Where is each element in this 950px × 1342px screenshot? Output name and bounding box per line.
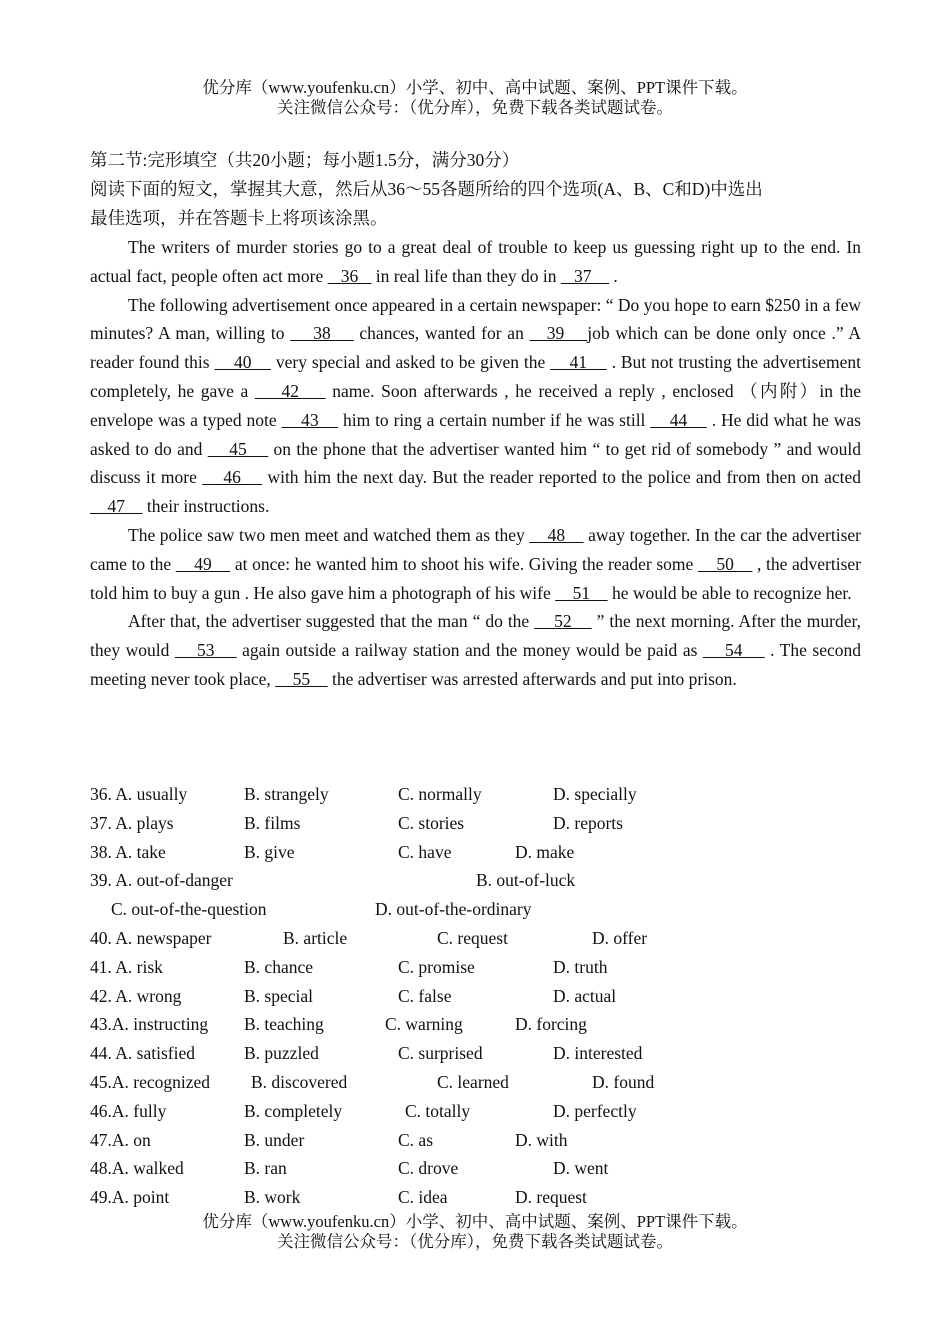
- passage-text: their instructions.: [142, 496, 270, 517]
- option-d: D. out-of-the-ordinary: [375, 899, 532, 920]
- option-row: [90, 924, 890, 953]
- option-b: B. under: [244, 1129, 305, 1150]
- option-row: [90, 838, 890, 867]
- option-d: D. actual: [553, 985, 617, 1006]
- option-c: C. stories: [398, 812, 465, 833]
- option-c: C. request: [437, 927, 508, 948]
- option-c: C. totally: [405, 1100, 471, 1121]
- answer-blank: 42: [254, 380, 326, 401]
- option-c: C. idea: [398, 1187, 448, 1208]
- answer-options: [90, 780, 890, 1212]
- option-row: [90, 1154, 890, 1183]
- option-d: D. forcing: [515, 1014, 587, 1035]
- passage-text: very special and asked to be given the: [271, 352, 551, 373]
- option-row: [90, 1126, 890, 1155]
- option-a: 40. A. newspaper: [90, 927, 212, 948]
- answer-blank: 38: [290, 323, 354, 344]
- option-b: B. discovered: [251, 1071, 348, 1092]
- option-c: C. false: [398, 985, 452, 1006]
- footer-line-1: 优分库（www.youfenku.cn）小学、初中、高中试题、案例、PPT课件下载。: [202, 1212, 748, 1231]
- option-row: [90, 1097, 890, 1126]
- option-row: [90, 1010, 890, 1039]
- option-row: [90, 1068, 890, 1097]
- section-instruction-2: 最佳选项，并在答题卡上将项该涂黑。: [90, 208, 388, 228]
- option-c: C. have: [398, 841, 452, 862]
- option-a: 46.A. fully: [90, 1100, 167, 1121]
- option-b: B. ran: [244, 1158, 287, 1179]
- option-a: 37. A. plays: [90, 812, 174, 833]
- section-title: 第二节:完形填空（共20小题；每小题1.5分，满分30分）: [90, 150, 520, 170]
- passage-text: with him the next day. But the reader reported to the police and from then on acted: [262, 467, 861, 488]
- passage-text: on the phone that the advertiser wanted him “ to get rid of somebody ” and would discuss it more: [90, 438, 861, 488]
- option-b: B. chance: [244, 956, 313, 977]
- answer-blank: 44: [650, 409, 707, 430]
- answer-blank: 36: [327, 265, 372, 286]
- option-b: B. article: [283, 927, 348, 948]
- answer-blank: 39: [529, 323, 588, 344]
- option-c: C. warning: [385, 1014, 463, 1035]
- passage-text: . The second meeting never took place,: [90, 640, 861, 689]
- passage-text: he would be able to recognize her.: [607, 582, 852, 603]
- option-c: C. learned: [437, 1071, 509, 1092]
- option-c: C. as: [398, 1129, 433, 1150]
- option-b: B. strangely: [244, 784, 329, 804]
- passage-text: The following advertisement once appeared in a certain newspaper: “ Do you hope to earn $250 in a few minutes? A man, willing to: [90, 294, 861, 344]
- option-row: [90, 953, 890, 982]
- option-row: [90, 1183, 890, 1212]
- option-b: B. special: [244, 985, 314, 1006]
- footer-line-2: 关注微信公众号：（优分库），免费下载各类试题试卷。: [277, 1232, 673, 1251]
- option-d: D. with: [515, 1129, 568, 1150]
- option-row: [90, 1039, 890, 1068]
- section-instruction-1: 阅读下面的短文，掌握其大意，然后从36～55各题所给的四个选项(A、B、C和D)中选出: [90, 179, 763, 199]
- passage-text: . He did what he was asked to do and: [90, 409, 861, 459]
- answer-blank: 51: [555, 582, 608, 603]
- answer-blank: 43: [281, 409, 339, 430]
- passage-text: the advertiser was arrested afterwards and put into prison.: [327, 668, 737, 689]
- answer-blank: 41: [550, 352, 607, 373]
- passage-paragraph-4: [90, 607, 861, 693]
- option-a: 38. A. take: [90, 841, 166, 862]
- section-intro: [90, 146, 861, 233]
- option-c: C. surprised: [398, 1043, 483, 1064]
- passage-text: , the advertiser told him to buy a gun . He also gave him a photograph of his wife: [90, 553, 862, 603]
- option-row: [90, 809, 890, 838]
- passage-text: After that, the advertiser suggested that the man “ do the: [128, 611, 535, 632]
- option-a: 36. A. usually: [90, 784, 188, 804]
- answer-blank: 54: [702, 640, 765, 661]
- option-a: 41. A. risk: [90, 956, 163, 977]
- passage-text: him to ring a certain number if he was still: [338, 409, 651, 430]
- passage-text: chances, wanted for an: [353, 323, 530, 344]
- option-a: 43.A. instructing: [90, 1014, 209, 1035]
- option-a: 48.A. walked: [90, 1158, 184, 1179]
- page-header: [0, 78, 950, 118]
- passage-text: . But not trusting the advertisement completely, he gave a: [90, 352, 862, 401]
- option-b: B. out-of-luck: [476, 870, 576, 891]
- answer-blank: 45: [207, 438, 269, 459]
- option-c: C. promise: [398, 956, 475, 977]
- passage-text: in real life than they do in: [371, 265, 561, 286]
- option-a: 39. A. out-of-danger: [90, 870, 233, 891]
- option-c: C. out-of-the-question: [111, 899, 267, 920]
- option-row: [90, 866, 890, 895]
- option-row: [90, 780, 890, 809]
- passage-paragraph-2: [90, 291, 861, 521]
- answer-blank: 47: [90, 496, 143, 517]
- option-d: D. perfectly: [553, 1100, 637, 1121]
- answer-blank: 52: [534, 611, 592, 632]
- answer-blank: 48: [529, 524, 584, 545]
- passage-paragraph-3: [90, 521, 861, 607]
- option-d: D. went: [553, 1158, 609, 1179]
- answer-blank: 49: [175, 553, 231, 574]
- option-c: C. normally: [398, 784, 482, 804]
- option-b: B. films: [244, 812, 301, 833]
- passage-text: again outside a railway station and the money would be paid as: [236, 640, 703, 661]
- option-a: 44. A. satisfied: [90, 1043, 195, 1064]
- option-c: C. drove: [398, 1158, 459, 1179]
- answer-blank: 37: [560, 265, 609, 286]
- option-d: D. interested: [553, 1043, 643, 1064]
- option-b: B. give: [244, 841, 295, 862]
- option-a: 45.A. recognized: [90, 1071, 211, 1092]
- option-b: B. work: [244, 1187, 301, 1208]
- option-d: D. make: [515, 841, 575, 862]
- answer-blank: 46: [202, 467, 263, 488]
- option-row: [90, 895, 890, 924]
- option-d: D. reports: [553, 812, 623, 833]
- passage-text: ” the next morning. After the murder, they would: [90, 611, 862, 661]
- answer-blank: 40: [214, 352, 272, 373]
- header-line-2: 关注微信公众号：（优分库），免费下载各类试题试卷。: [277, 98, 673, 117]
- option-d: D. specially: [553, 784, 637, 804]
- passage-text: away together. In the car the advertiser came to the: [90, 524, 862, 574]
- option-b: B. teaching: [244, 1014, 324, 1035]
- passage-text: .: [609, 265, 618, 286]
- option-d: D. offer: [592, 927, 648, 948]
- page-footer: [0, 1212, 950, 1252]
- option-b: B. completely: [244, 1100, 343, 1121]
- passage-paragraph-1: [90, 233, 861, 291]
- option-b: B. puzzled: [244, 1043, 319, 1064]
- option-a: 42. A. wrong: [90, 985, 182, 1006]
- option-d: D. truth: [553, 956, 608, 977]
- passage-text: The writers of murder stories go to a great deal of trouble to keep us guessing right up to the end. In actual fact, people often act more: [90, 237, 861, 286]
- option-d: D. request: [515, 1187, 587, 1208]
- passage-text: job which can be done only once .” A reader found this: [90, 323, 862, 373]
- option-a: 49.A. point: [90, 1187, 170, 1208]
- answer-blank: 50: [697, 553, 753, 574]
- passage-text: name. Soon afterwards , he received a reply , enclosed （内附）in the envelope was a typed note: [90, 380, 862, 430]
- answer-blank: 53: [174, 640, 237, 661]
- cloze-passage: [90, 233, 861, 694]
- header-line-1: 优分库（www.youfenku.cn）小学、初中、高中试题、案例、PPT课件下载。: [202, 78, 748, 97]
- answer-blank: 55: [275, 668, 328, 689]
- option-row: [90, 982, 890, 1011]
- option-d: D. found: [592, 1071, 655, 1092]
- passage-text: The police saw two men meet and watched them as they: [128, 524, 530, 545]
- passage-text: at once: he wanted him to shoot his wife. Giving the reader some: [230, 553, 698, 574]
- option-a: 47.A. on: [90, 1129, 151, 1150]
